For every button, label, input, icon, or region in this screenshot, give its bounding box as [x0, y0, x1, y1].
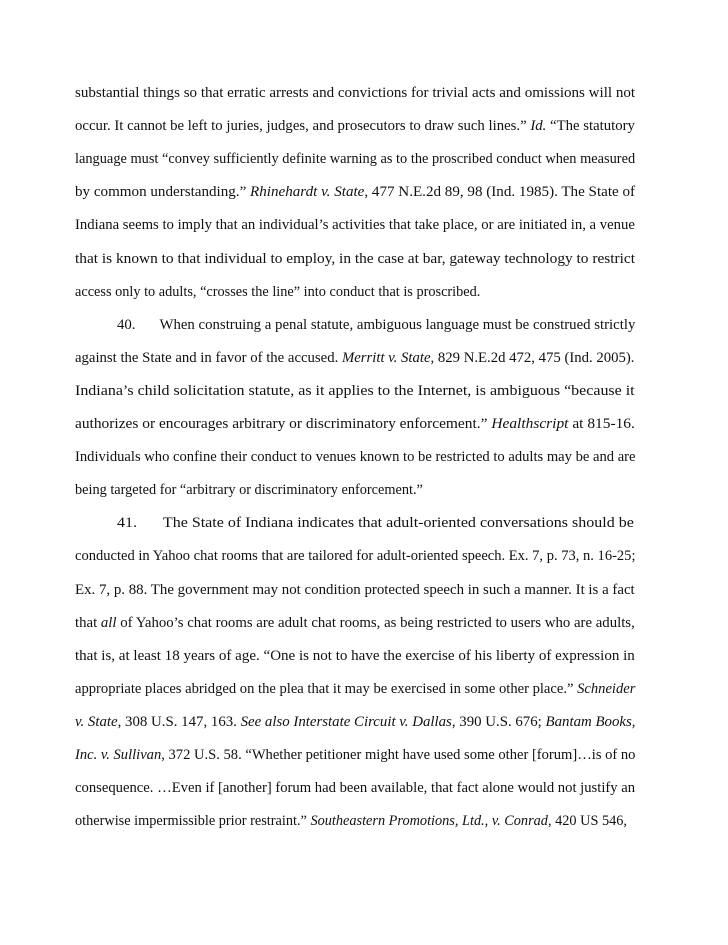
citation-italic: Schneider — [577, 680, 636, 697]
text-line — [75, 152, 635, 166]
text-segment: Indiana’s child solicitation statute, as it applies to the Internet, is ambiguous “because it — [75, 382, 635, 399]
text-line — [75, 649, 635, 663]
text-line — [75, 616, 635, 630]
text-line — [75, 781, 635, 795]
text-segment: at 815-16. — [568, 416, 635, 432]
text-line — [75, 814, 627, 828]
text-segment: Individuals who confine their conduct to venues known to be restricted to adults may be and are — [75, 449, 636, 466]
text-segment: being targeted for “arbitrary or discriminatory enforcement.” — [75, 482, 423, 499]
text-line — [75, 748, 635, 762]
text-line — [75, 218, 635, 232]
text-segment: occur. It cannot be left to juries, judges, and prosecutors to draw such lines.” — [75, 118, 531, 135]
text-segment: , 477 N.E.2d 89, 98 (Ind. 1985). The State of — [364, 184, 636, 201]
text-segment: otherwise impermissible prior restraint.” — [75, 813, 311, 830]
text-segment: Ex. 7, p. 88. The government may not condition protected speech in such a manner. It is a fact — [75, 581, 635, 598]
text-segment: authorizes or encourages arbitrary or discriminatory enforcement.” — [75, 416, 492, 432]
text-segment: substantial things so that erratic arrests and convictions for trivial acts and omissions will not — [75, 85, 636, 101]
text-segment: against the State and in favor of the accused. — [75, 349, 342, 366]
text-segment: “The statutory — [546, 118, 635, 135]
citation-italic: Healthscript — [491, 416, 569, 432]
citation-italic: See also Interstate Circuit v. Dallas — [240, 713, 452, 730]
text-line — [75, 252, 635, 266]
citation-italic: Inc. v. Sullivan — [75, 747, 162, 763]
text-line — [75, 417, 635, 431]
text-segment: , 829 N.E.2d 472, 475 (Ind. 2005). — [430, 349, 635, 366]
text-line — [75, 450, 635, 464]
text-line — [75, 86, 635, 100]
text-segment: consequence. …Even if [another] forum had been available, that fact alone would not justify an — [75, 780, 636, 797]
text-line — [75, 185, 635, 199]
text-segment: , 420 US 546, — [547, 813, 627, 830]
text-line — [75, 549, 635, 563]
text-segment: that is, at least 18 years of age. “One is not to have the exercise of his liberty of expression in — [75, 647, 635, 664]
citation-italic: Merritt v. State — [341, 349, 431, 366]
text-segment: by common understanding.” — [75, 184, 251, 201]
citation-italic: Rhinehardt v. State — [250, 184, 365, 201]
text-segment: , 390 U.S. 676; — [451, 713, 546, 730]
text-segment: appropriate places abridged on the plea that it may be exercised in some other place.” — [75, 680, 578, 697]
text-segment: When construing a penal statute, ambiguous language must be construed strictly — [159, 316, 636, 333]
paragraph-number: 41. — [117, 515, 138, 532]
text-segment: that is known to that individual to employ, in the case at bar, gateway technology to restrict — [75, 250, 635, 267]
text-line — [75, 583, 635, 597]
text-segment: Indiana seems to imply that an individual’s activities that take place, or are initiated in, a venue — [75, 217, 635, 234]
text-segment: , 308 U.S. 147, 163. — [117, 713, 241, 730]
text-segment: conducted in Yahoo chat rooms that are tailored for adult-oriented speech. Ex. 7, p. 73, n. 16-25; — [75, 548, 636, 565]
citation-italic: all — [100, 614, 117, 631]
text-segment: , 372 U.S. 58. “Whether petitioner might have used some other [forum]…is of no — [161, 747, 636, 763]
paragraph-first-line — [117, 318, 635, 332]
text-segment: The State of Indiana indicates that adult-oriented conversations should be — [162, 515, 634, 532]
text-segment: of Yahoo’s chat rooms are adult chat rooms, as being restricted to users who are adults, — [116, 614, 635, 631]
citation-italic: v. State — [75, 713, 118, 730]
citation-italic: Southeastern Promotions, Ltd., v. Conrad — [310, 813, 548, 830]
citation-italic: Id. — [530, 118, 547, 135]
text-segment: language must “convey sufficiently definite warning as to the proscribed conduct when measured — [75, 151, 636, 168]
paragraph-first-line — [117, 516, 634, 530]
text-line — [75, 285, 480, 299]
paragraph-number: 40. — [117, 316, 136, 333]
text-segment: that — [75, 614, 101, 631]
text-line — [75, 483, 423, 497]
text-line — [75, 715, 635, 729]
text-line — [75, 682, 635, 696]
text-line — [75, 384, 635, 398]
text-line — [75, 119, 635, 133]
text-line — [75, 351, 635, 365]
text-segment: access only to adults, “crosses the line” into conduct that is proscribed. — [75, 283, 481, 300]
citation-italic: Bantam Books, — [545, 713, 636, 730]
